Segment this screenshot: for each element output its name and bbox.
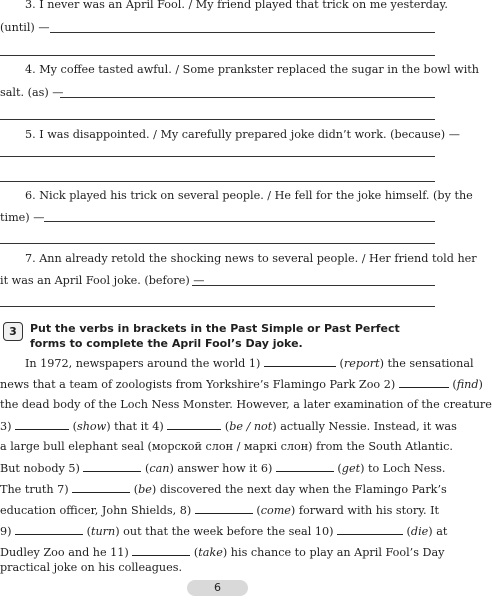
answer-line[interactable] xyxy=(192,285,435,286)
page-number: 6 xyxy=(214,581,221,594)
item-6-prefix: time) — xyxy=(0,211,45,224)
answer-line[interactable] xyxy=(0,55,435,56)
exercise-number: 3 xyxy=(3,322,23,341)
item-6-line1: 6. Nick played his trick on several people. / He fell for the joke himself. (by the xyxy=(25,189,473,202)
gap-1[interactable] xyxy=(264,356,336,367)
gap-9[interactable] xyxy=(15,524,83,535)
answer-line[interactable] xyxy=(0,306,435,307)
story-line: But nobody 5) (can) answer how it 6) (get) to Loch Ness. xyxy=(0,462,446,476)
story-line: The truth 7) (be) discovered the next day when the Flamingo Park’s xyxy=(0,483,447,497)
item-5-line1: 5. I was disappointed. / My carefully prepared joke didn’t work. (because) — xyxy=(25,128,460,141)
item-7-line1: 7. Ann already retold the shocking news to several people. / Her friend told her xyxy=(25,252,477,265)
answer-line[interactable] xyxy=(50,32,435,33)
gap-6[interactable] xyxy=(276,461,334,472)
answer-line[interactable] xyxy=(0,119,435,120)
gap-4[interactable] xyxy=(167,419,221,430)
story-line: news that a team of zoologists from Yorkshire’s Flamingo Park Zoo 2) (find) xyxy=(0,378,483,392)
item-4-prefix: salt. (as) — xyxy=(0,86,64,99)
answer-line[interactable] xyxy=(0,243,435,244)
gap-11[interactable] xyxy=(132,545,190,556)
item-3-prefix: (until) — xyxy=(0,21,50,34)
item-7-prefix: it was an April Fool joke. (before) — xyxy=(0,274,205,287)
story-line: Dudley Zoo and he 11) (take) his chance to play an April Fool’s Day xyxy=(0,546,445,560)
story-line: the dead body of the Loch Ness Monster. However, a later examination of the creature xyxy=(0,398,492,411)
answer-line[interactable] xyxy=(0,181,435,182)
answer-line[interactable] xyxy=(0,156,435,157)
item-4-line1: 4. My coffee tasted awful. / Some prankster replaced the sugar in the bowl with xyxy=(25,63,479,76)
gap-8[interactable] xyxy=(195,503,253,514)
story-line: 9) (turn) out that the week before the seal 10) (die) at xyxy=(0,525,448,539)
story-line: a large bull elephant seal (морской слон / маркі слон) from the South Atlantic. xyxy=(0,440,453,453)
gap-7[interactable] xyxy=(72,482,130,493)
gap-2[interactable] xyxy=(399,377,449,388)
gap-3[interactable] xyxy=(15,419,69,430)
exercise-instruction: Put the verbs in brackets in the Past Simple or Past Perfect forms to complete the April Fool’s Day joke. xyxy=(30,322,400,350)
gap-10[interactable] xyxy=(337,524,403,535)
story-line: practical joke on his colleagues. xyxy=(0,561,183,574)
story-line: education officer, John Shields, 8) (come) forward with his story. It xyxy=(0,504,440,518)
story-line: 3) (show) that it 4) (be / not) actually Nessie. Instead, it was xyxy=(0,420,457,434)
answer-line[interactable] xyxy=(44,221,435,222)
gap-5[interactable] xyxy=(83,461,141,472)
item-3-line1: 3. I never was an April Fool. / My friend played that trick on me yesterday. xyxy=(25,0,448,11)
answer-line[interactable] xyxy=(60,97,435,98)
story-line: In 1972, newspapers around the world 1) (report) the sensational xyxy=(25,357,474,371)
